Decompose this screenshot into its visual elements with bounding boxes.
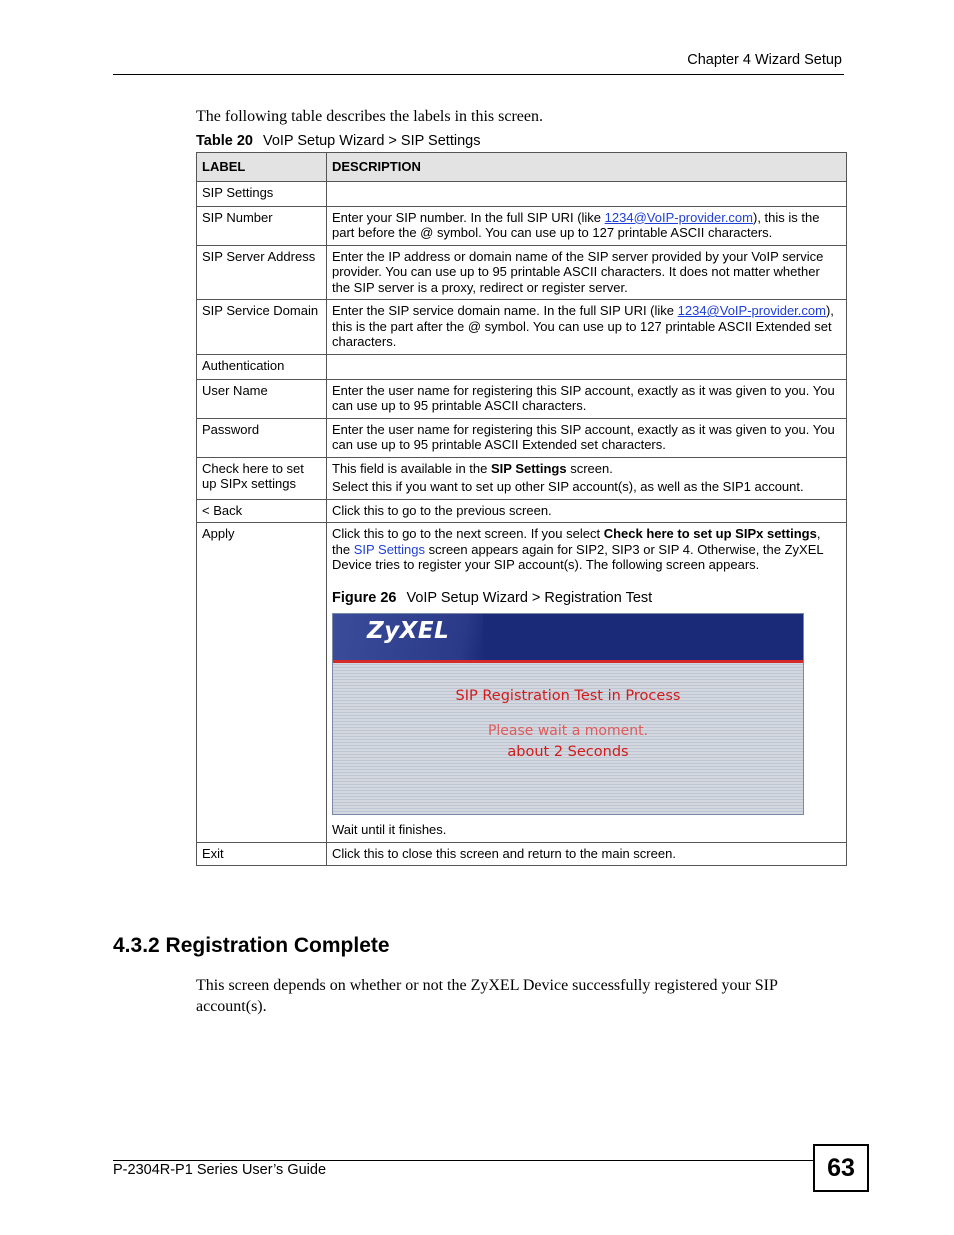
row-description: Click this to go to the next screen. If you select Check here to set up SIPx settings, the SIP Settings screen appears again for SIP2, SIP3 or SIP 4. Otherwise, the ZyXEL Device tries to register your SIP account(s). The following screen appears. Figure 26 VoIP Setup Wizard > Registration Test ZyXEL SIP Registration Test in Process Please wait a moment. about 2 Seconds Wait until it finishes.: [327, 523, 847, 843]
table-number: Table 20: [196, 133, 253, 149]
table-row: [197, 245, 847, 300]
header-description: DESCRIPTION: [327, 153, 847, 182]
sip-uri-link[interactable]: 1234@VoIP-provider.com: [604, 209, 753, 225]
table-row: [197, 842, 847, 866]
row-description: Enter the user name for registering this SIP account, exactly as it was given to you. You can use up to 95 printable ASCII characters.: [327, 379, 847, 418]
section-body: This screen depends on whether or not the ZyXEL Device successfully registered your SIP account(s).: [196, 977, 778, 1015]
guide-title: P-2304R-P1 Series User’s Guide: [113, 1162, 327, 1178]
row-description: [327, 354, 847, 379]
registration-test-screenshot: [332, 613, 804, 815]
figure-number: Figure 26: [332, 589, 397, 606]
row-label: Check here to set up SIPx settings: [197, 457, 327, 499]
intro-text: The following table describes the labels in this screen.: [196, 108, 544, 125]
description-table: [196, 152, 847, 866]
row-description: Enter the IP address or domain name of the SIP server provided by your VoIP service provider. You can use up to 95 printable ASCII characters. It does not matter whether the SIP server is a proxy, redirect or register server.: [327, 245, 847, 300]
header-divider: [113, 74, 844, 75]
row-description: Click this to go to the previous screen.: [327, 499, 847, 523]
row-label: Apply: [197, 523, 327, 843]
page-number: 63: [813, 1144, 869, 1192]
row-label: User Name: [197, 379, 327, 418]
wait-instruction: Wait until it finishes.: [332, 822, 447, 837]
table-row: [197, 206, 847, 245]
row-description: Enter the user name for registering this SIP account, exactly as it was given to you. You can use up to 95 printable ASCII Extended set characters.: [327, 418, 847, 457]
row-label: SIP Number: [197, 206, 327, 245]
zyxel-logo: ZyXEL: [367, 618, 450, 644]
section-heading: 4.3.2 Registration Complete: [113, 934, 390, 957]
row-description: Enter the SIP service domain name. In the full SIP URI (like 1234@VoIP-provider.com), this is the part after the @ symbol. You can use up to 127 printable ASCII Extended set characters.: [327, 300, 847, 355]
wait-text: Please wait a moment.: [487, 723, 649, 739]
table-row: [197, 379, 847, 418]
header-label: LABEL: [197, 153, 327, 182]
row-label: SIP Service Domain: [197, 300, 327, 355]
sip-settings-link[interactable]: SIP Settings: [353, 541, 425, 557]
table-row: [197, 523, 847, 843]
table-row: [197, 418, 847, 457]
banner-red-rule: [333, 660, 803, 663]
row-label: SIP Settings: [197, 181, 327, 206]
row-label: Exit: [197, 842, 327, 866]
row-description: [327, 181, 847, 206]
table-row: [197, 181, 847, 206]
chapter-header: Chapter 4 Wizard Setup: [687, 52, 842, 68]
figure-title: VoIP Setup Wizard > Registration Test: [406, 589, 653, 606]
table-row: [197, 457, 847, 499]
row-label: Authentication: [197, 354, 327, 379]
table-header-row: [197, 153, 847, 182]
table-row: [197, 300, 847, 355]
test-status-text: SIP Registration Test in Process: [455, 688, 681, 704]
figure-caption: [332, 591, 841, 607]
row-label: SIP Server Address: [197, 245, 327, 300]
row-label: Password: [197, 418, 327, 457]
duration-text: about 2 Seconds: [507, 744, 629, 760]
row-description: Click this to close this screen and return to the main screen.: [327, 842, 847, 866]
sip-uri-link[interactable]: 1234@VoIP-provider.com: [677, 303, 826, 318]
table-row: [197, 499, 847, 523]
row-label: < Back: [197, 499, 327, 523]
table-row: [197, 354, 847, 379]
row-description: This field is available in the SIP Settings screen. Select this if you want to set up other SIP account(s), as well as the SIP1 account.: [327, 457, 847, 499]
table-caption: [196, 133, 480, 149]
footer-divider: [113, 1160, 813, 1161]
table-title: VoIP Setup Wizard > SIP Settings: [262, 133, 481, 149]
row-description: Enter your SIP number. In the full SIP URI (like 1234@VoIP-provider.com), this is the part before the @ symbol. You can use up to 127 printable ASCII characters.: [327, 206, 847, 245]
